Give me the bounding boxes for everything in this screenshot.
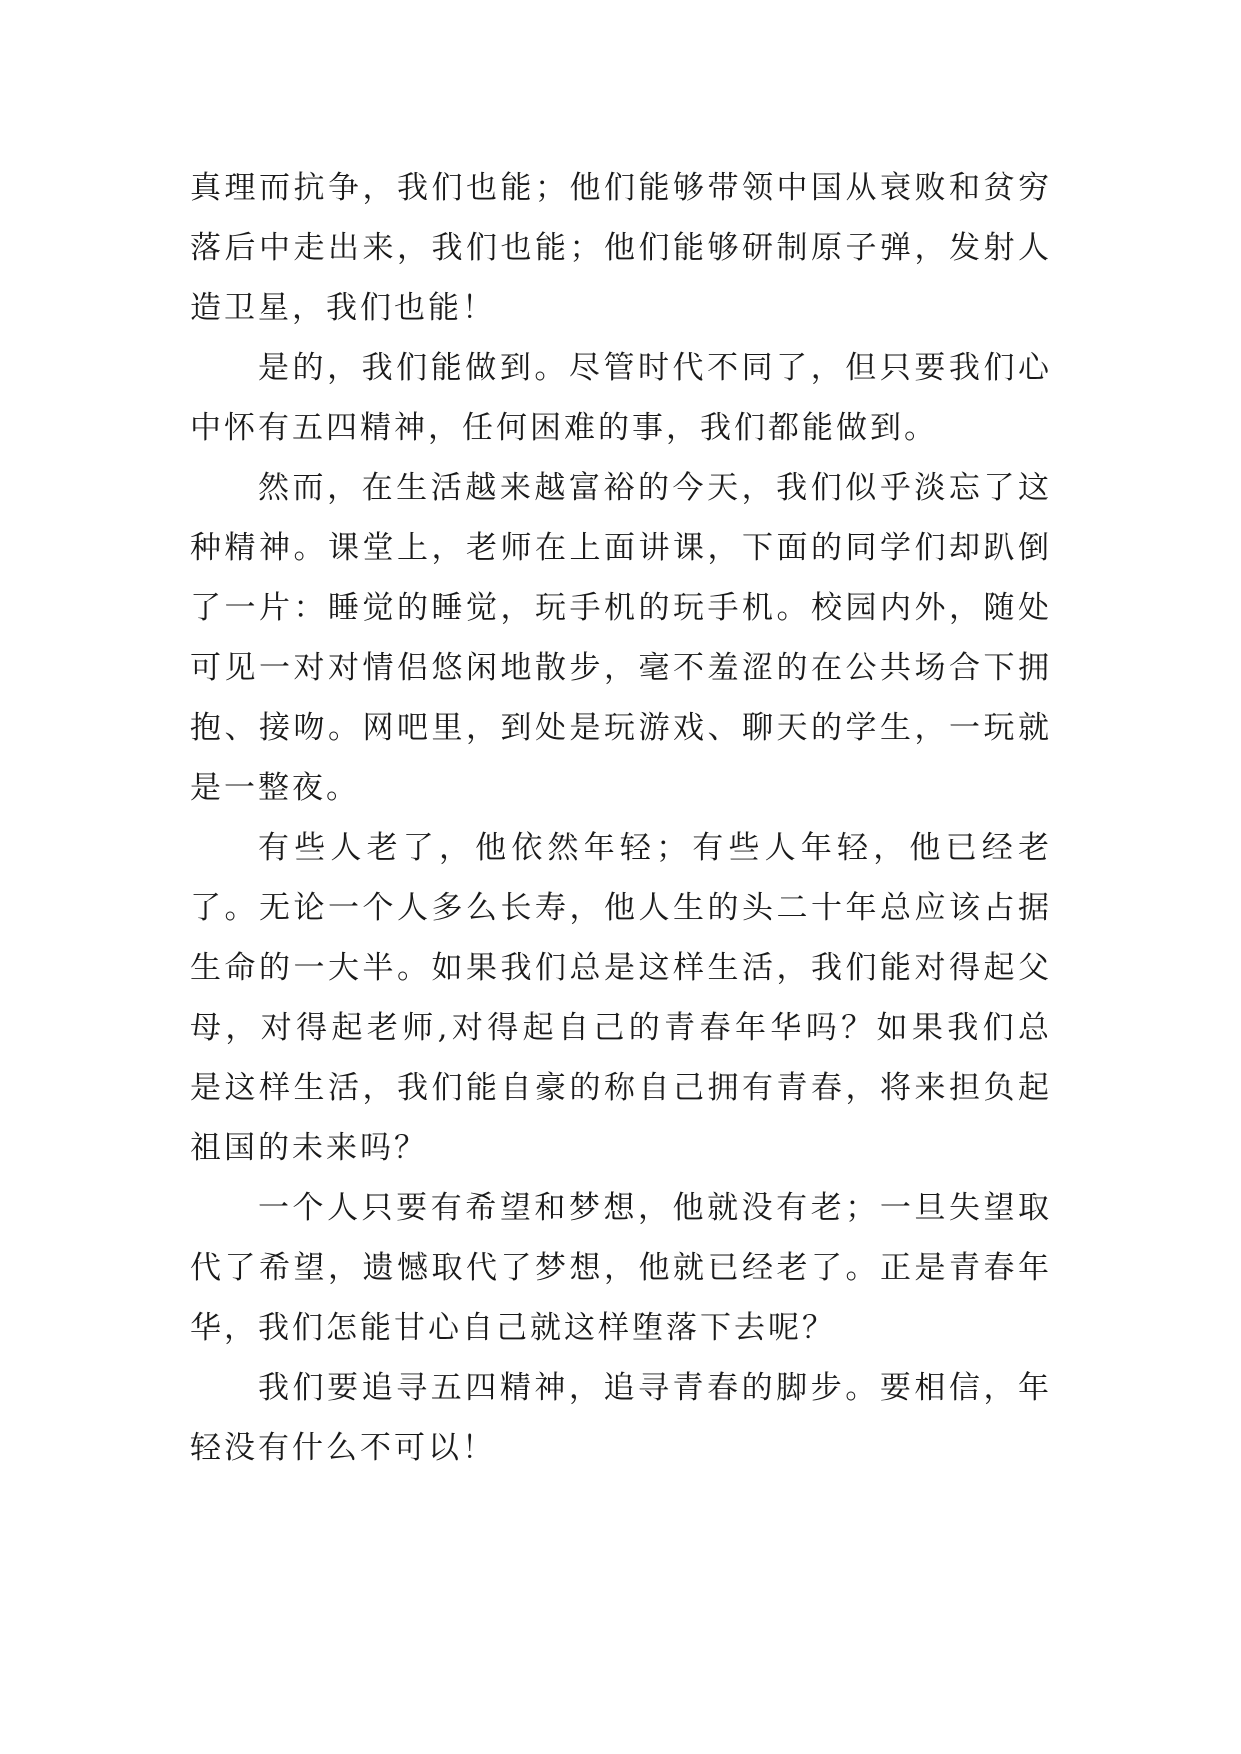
- paragraph-continuation: 真理而抗争，我们也能；他们能够带领中国从衰败和贫穷落后中走出来，我们也能；他们能够研制原子弹，发射人造卫星，我们也能！: [190, 170, 1052, 326]
- paragraph: 我们要追寻五四精神，追寻青春的脚步。要相信，年轻没有什么不可以！: [190, 1370, 1052, 1466]
- paragraph: 然而，在生活越来越富裕的今天，我们似乎淡忘了这种精神。课堂上，老师在上面讲课，下面的同学们却趴倒了一片：睡觉的睡觉，玩手机的玩手机。校园内外，随处可见一对对情侣悠闲地散步，毫不羞涩的在公共场合下拥抱、接吻。网吧里，到处是玩游戏、聊天的学生，一玩就是一整夜。: [190, 470, 1052, 806]
- paragraph: 是的，我们能做到。尽管时代不同了，但只要我们心中怀有五四精神，任何困难的事，我们都能做到。: [190, 350, 1052, 446]
- paragraph: 有些人老了，他依然年轻；有些人年轻，他已经老了。无论一个人多么长寿，他人生的头二十年总应该占据生命的一大半。如果我们总是这样生活，我们能对得起父母，对得起老师,对得起自己的青春年华吗？如果我们总是这样生活，我们能自豪的称自己拥有青春，将来担负起祖国的未来吗？: [190, 830, 1052, 1166]
- document-body: [190, 158, 1052, 1478]
- paragraph: 一个人只要有希望和梦想，他就没有老；一旦失望取代了希望，遗憾取代了梦想，他就已经老了。正是青春年华，我们怎能甘心自己就这样堕落下去呢？: [190, 1190, 1052, 1346]
